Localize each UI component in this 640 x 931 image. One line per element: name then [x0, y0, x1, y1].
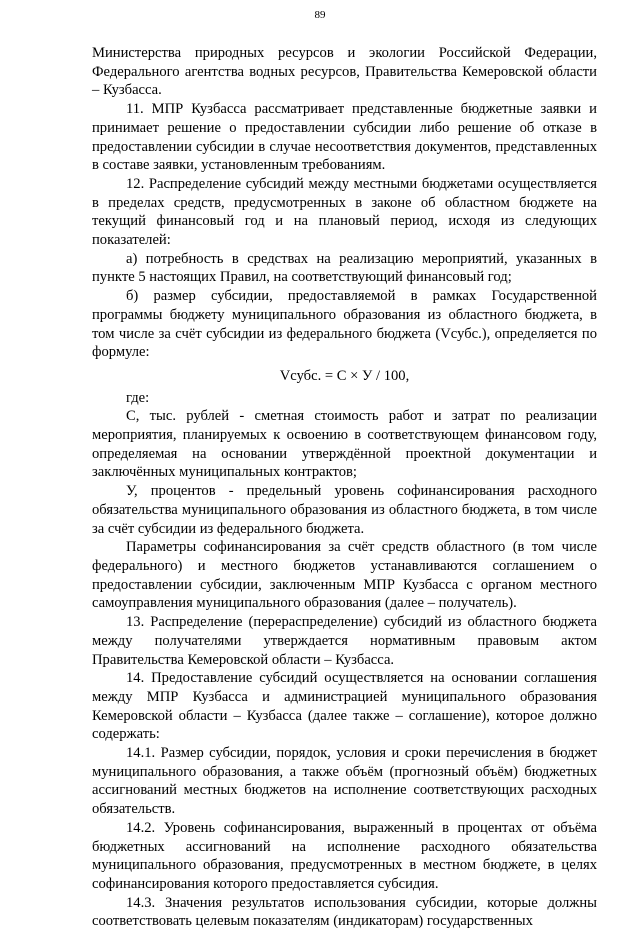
formula-where-label: где:	[126, 389, 150, 406]
paragraph-continuation: Министерства природных ресурсов и экологии Российской Федерации, Федерального агентства водных ресурсов, Правительства Кемеровской области – Кузбасса.	[92, 45, 597, 99]
document-body	[92, 44, 597, 931]
paragraph-item-14-2: 14.2. Уровень софинансирования, выраженный в процентах от объёма бюджетных ассигнований на исполнение расходного обязательства муниципального образования, предусмотренных в местном бюджете, в целях софинансирования которого предоставляется субсидия.	[92, 819, 597, 892]
page-number: 89	[314, 9, 326, 21]
paragraph-item-12: 12. Распределение субсидий между местными бюджетами осуществляется в пределах средств, предусмотренных в законе об областном бюджете на текущий финансовый год и на плановый период, исходя из следующих показателей:	[92, 175, 597, 249]
paragraph-item-13: 13. Распределение (перераспределение) субсидий из областного бюджета между получателями утверждается нормативным правовым актом Правительства Кемеровской области – Кузбасса.	[92, 614, 597, 668]
paragraph-subitem-b: б) размер субсидии, предоставляемой в рамках Государственной программы бюджету муниципального образования из областного бюджета, в том числе за счёт субсидии из федерального бюджета (Vсубс.), определяется по формуле:	[92, 288, 597, 361]
paragraph-item-14-1: 14.1. Размер субсидии, порядок, условия и сроки перечисления в бюджет муниципального образования, а также объём (прогнозный объём) бюджетных ассигнований местных бюджетов на исполнение соответствующих расходных обязательств.	[92, 745, 597, 818]
paragraph-item-14: 14. Предоставление субсидий осуществляется на основании соглашения между МПР Кузбасса и администрацией муниципального образования Кемеровской области – Кузбасса (далее также – соглашение), которое должно содержать:	[92, 670, 597, 743]
subsidy-formula: Vсубс. = С × У / 100,	[279, 367, 410, 384]
paragraph-item-11: 11. МПР Кузбасса рассматривает представленные бюджетные заявки и принимает решение о предоставлении субсидии либо решение об отказе в предоставлении субсидии в случае несоответствия документов, представленных в составе заявки, установленным требованиям.	[92, 101, 597, 174]
paragraph-subitem-a: а) потребность в средствах на реализацию мероприятий, указанных в пункте 5 настоящих Правил, на соответствующий финансовый год;	[92, 250, 597, 286]
formula-variable-u: У, процентов - предельный уровень софинансирования расходного обязательства муниципального образования из областного бюджета, в том числе за счёт субсидии из федерального бюджета.	[92, 483, 597, 537]
formula-variable-c: С, тыс. рублей - сметная стоимость работ и затрат по реализации мероприятия, планируемых к освоению в соответствующем финансовом году, определяемая на основании утверждённой проектной документации и заключённых муниципальных контрактов;	[92, 408, 597, 481]
paragraph-cofinancing-parameters: Параметры софинансирования за счёт средств областного (в том числе федерального) и местного бюджетов устанавливаются соглашением о предоставлении субсидии, заключенным МПР Кузбасса с органом местного самоуправления муниципального образования (далее – получатель).	[92, 539, 597, 612]
paragraph-item-14-3: 14.3. Значения результатов использования субсидии, которые должны соответствовать целевым показателям (индикаторам) государственных	[92, 894, 597, 930]
